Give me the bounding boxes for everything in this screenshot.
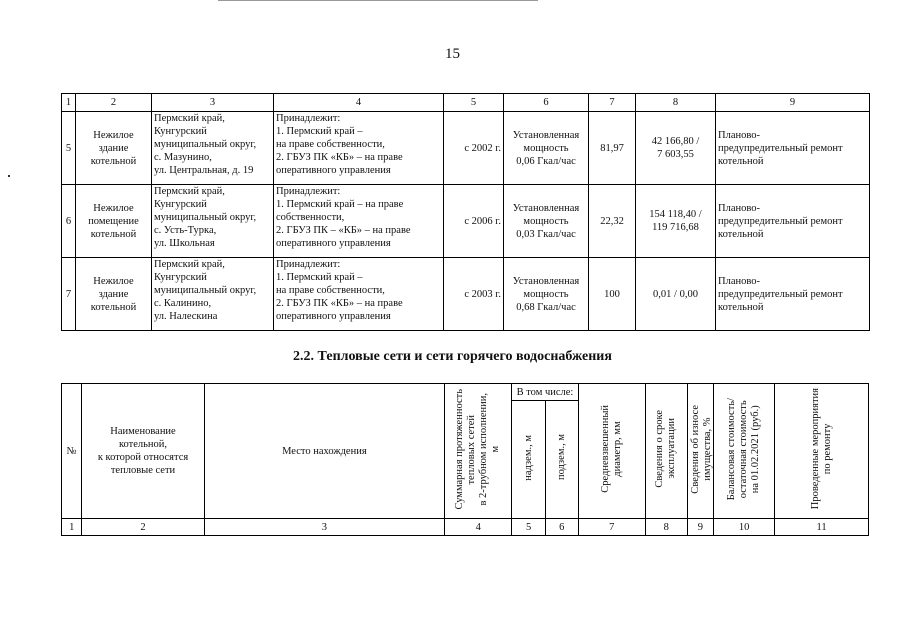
cost: 42 166,80 / 7 603,55 (636, 112, 716, 185)
page-number: 15 (445, 46, 460, 62)
capacity: Установленная мощность 0,68 Гкал/час (504, 258, 589, 331)
commission-year: с 2006 г. (444, 185, 504, 258)
object-name: Нежилое здание котельной (76, 258, 152, 331)
table-row (62, 185, 870, 258)
h-no: № (62, 384, 82, 519)
object-name: Нежилое здание котельной (76, 112, 152, 185)
object-location: Пермский край, Кунгурский муниципальный округ, с. Калинино, ул. Налескина (152, 258, 274, 331)
capacity: Установленная мощность 0,06 Гкал/час (504, 112, 589, 185)
ownership: Принадлежит: 1. Пермский край – на праве собственности, 2. ГБУЗ ПК – «КБ» – на праве оперативного управления (274, 185, 444, 258)
table-row (62, 258, 870, 331)
h-length: Суммарная протяженность тепловых сетей в 2-трубном исполнении, м (445, 384, 512, 519)
col-number: 3 (204, 519, 444, 536)
section-title: 2.2. Тепловые сети и сети горячего водоснабжения (293, 349, 612, 364)
object-location: Пермский край, Кунгурский муниципальный округ, с. Мазунино, ул. Центральная, д. 19 (152, 112, 274, 185)
heat-networks-table (61, 383, 869, 536)
ownership: Принадлежит: 1. Пермский край – на праве собственности, 2. ГБУЗ ПК «КБ» – на праве оперативного управления (274, 258, 444, 331)
col-number: 2 (82, 519, 204, 536)
col-number: 11 (775, 519, 869, 536)
col-number: 9 (716, 94, 870, 112)
col-number: 4 (274, 94, 444, 112)
col-number: 7 (578, 519, 645, 536)
col-number: 7 (589, 94, 636, 112)
repair-measures: Планово- предупредительный ремонт котельной (716, 185, 870, 258)
repair-measures: Планово- предупредительный ремонт котельной (716, 112, 870, 185)
h-above: надзем., м (512, 401, 546, 519)
commission-year: с 2002 г. (444, 112, 504, 185)
scan-speck (8, 175, 10, 177)
commission-year: с 2003 г. (444, 258, 504, 331)
col-number: 3 (152, 94, 274, 112)
h-term: Сведения о сроке эксплуатации (645, 384, 687, 519)
col-number: 8 (636, 94, 716, 112)
object-location: Пермский край, Кунгурский муниципальный округ, с. Усть-Турка, ул. Школьная (152, 185, 274, 258)
col-number: 1 (62, 519, 82, 536)
table1-column-numbers (62, 94, 870, 112)
ownership: Принадлежит: 1. Пермский край – на праве собственности, 2. ГБУЗ ПК «КБ» – на праве оперативного управления (274, 112, 444, 185)
h-including: В том числе: (512, 384, 578, 401)
col-number: 2 (76, 94, 152, 112)
col-number: 8 (645, 519, 687, 536)
col-number: 9 (687, 519, 713, 536)
area: 81,97 (589, 112, 636, 185)
h-balance: Балансовая стоимость/ остаточная стоимость на 01.02.2021 (руб.) (714, 384, 775, 519)
cost: 0,01 / 0,00 (636, 258, 716, 331)
table2-column-numbers (62, 519, 869, 536)
object-name: Нежилое помещение котельной (76, 185, 152, 258)
row-number: 5 (62, 112, 76, 185)
row-number: 6 (62, 185, 76, 258)
area: 100 (589, 258, 636, 331)
capacity: Установленная мощность 0,03 Гкал/час (504, 185, 589, 258)
area: 22,32 (589, 185, 636, 258)
top-rule (218, 0, 538, 1)
h-name: Наименование котельной, к которой относятся тепловые сети (82, 384, 204, 519)
table-row (62, 112, 870, 185)
h-measures: Проведенные мероприятия по ремонту (775, 384, 869, 519)
col-number: 5 (444, 94, 504, 112)
h-below: подзем., м (545, 401, 578, 519)
repair-measures: Планово- предупредительный ремонт котельной (716, 258, 870, 331)
boiler-rooms-table (61, 93, 870, 331)
h-location: Место нахождения (204, 384, 444, 519)
col-number: 1 (62, 94, 76, 112)
row-number: 7 (62, 258, 76, 331)
col-number: 6 (504, 94, 589, 112)
h-wear: Сведения об износе имущества, % (687, 384, 713, 519)
col-number: 6 (545, 519, 578, 536)
col-number: 4 (445, 519, 512, 536)
cost: 154 118,40 / 119 716,68 (636, 185, 716, 258)
col-number: 10 (714, 519, 775, 536)
h-diameter: Средневзвешенный диаметр, мм (578, 384, 645, 519)
col-number: 5 (512, 519, 546, 536)
